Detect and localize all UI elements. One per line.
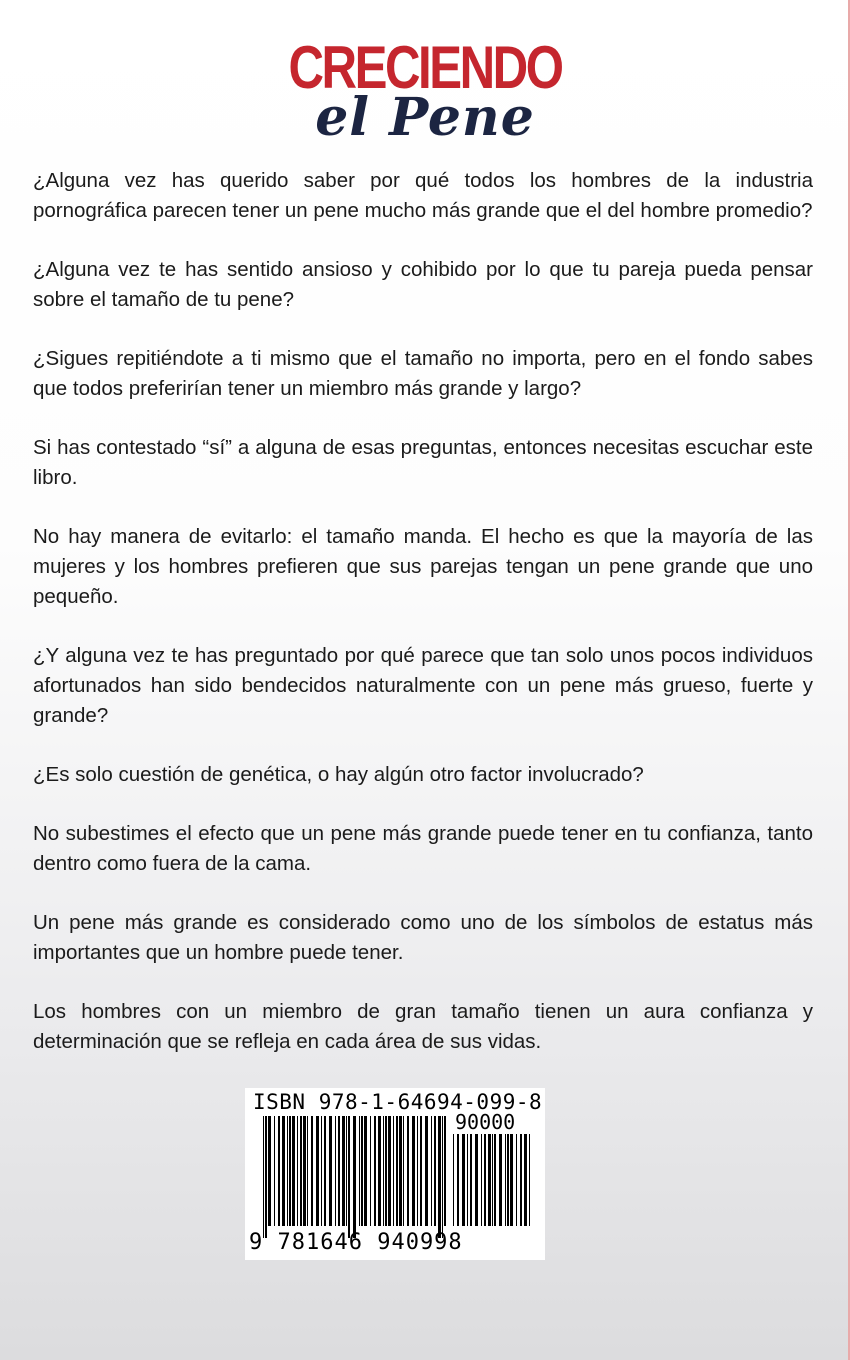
isbn-label: ISBN 978-1-64694-099-8 (253, 1090, 543, 1114)
barcode-bar (383, 1116, 384, 1226)
barcode-bar (484, 1134, 486, 1226)
barcode-bar (516, 1134, 517, 1226)
barcode-bar (403, 1116, 404, 1226)
barcode-bar (529, 1134, 530, 1226)
barcode-bar (303, 1116, 306, 1226)
barcode-bar (520, 1134, 522, 1226)
barcode-bar (434, 1116, 436, 1226)
back-cover-description (33, 166, 813, 1086)
paragraph-8: No subestimes el efecto que un pene más grande puede tener en tu confianza, tanto dentro como fuera de la cama. (33, 822, 813, 875)
barcode-bar (388, 1116, 391, 1226)
barcode-bar (442, 1116, 443, 1238)
barcode-bar (396, 1116, 398, 1226)
barcode-bar (467, 1134, 468, 1226)
barcode-bar (297, 1116, 298, 1226)
barcode-bar (407, 1116, 409, 1226)
barcode-bar (492, 1134, 493, 1226)
barcode-bar (462, 1134, 465, 1226)
barcode-bar (316, 1116, 319, 1226)
barcode-bar (263, 1116, 264, 1238)
barcode-bar (289, 1116, 291, 1226)
barcode-bar (287, 1116, 288, 1226)
barcode-bar (307, 1116, 308, 1226)
ean-digits: 9 781646 940998 (249, 1230, 463, 1255)
book-title (0, 34, 850, 148)
barcode-bar (361, 1116, 363, 1226)
barcode-bar (378, 1116, 381, 1226)
barcode-bar (499, 1134, 502, 1226)
barcode-bar (453, 1134, 454, 1226)
paragraph-7: ¿Es solo cuestión de genética, o hay algún otro factor involucrado? (33, 763, 644, 786)
barcode-bar (278, 1116, 280, 1226)
barcode-bar (374, 1116, 376, 1226)
barcode-bar (457, 1134, 459, 1226)
barcode-bar (265, 1116, 267, 1238)
paragraph-5: No hay manera de evitarlo: el tamaño manda. El hecho es que la mayoría de las mujeres y los hombres prefieren que sus parejas tengan un pene grande que uno pequeño. (33, 525, 813, 608)
barcode-bar (311, 1116, 313, 1226)
title-line-1: CRECIENDO (288, 34, 562, 101)
paragraph-1: ¿Alguna vez has querido saber por qué todos los hombres de la industria pornográfica parecen tener un pene mucho más grande que el del hombre promedio? (33, 169, 813, 222)
barcode-bar (321, 1116, 322, 1226)
barcode-bar (353, 1116, 356, 1238)
barcode-bar (425, 1116, 428, 1226)
barcode-bar (475, 1134, 478, 1226)
barcode-bar (324, 1116, 326, 1226)
paragraph-3: ¿Sigues repitiéndote a ti mismo que el tamaño no importa, pero en el fondo sabes que todos preferirían tener un miembro más grande y largo? (33, 347, 813, 400)
barcode-bar (417, 1116, 418, 1226)
barcode-bar (385, 1116, 387, 1226)
barcode-bar (329, 1116, 332, 1226)
barcode-bar (399, 1116, 402, 1226)
barcode-bar (470, 1134, 472, 1226)
barcode-bar (282, 1116, 285, 1226)
barcode-bar (292, 1116, 295, 1226)
barcode-bar (507, 1134, 509, 1226)
isbn-barcode (245, 1088, 545, 1260)
barcode-bar (431, 1116, 432, 1226)
barcode-bar (348, 1116, 350, 1238)
barcode-bar (268, 1116, 271, 1226)
barcode-bar (444, 1116, 446, 1226)
barcode-bar (335, 1116, 336, 1226)
barcode-bar (494, 1134, 496, 1226)
barcode-bar (342, 1116, 345, 1226)
barcode-bar (420, 1116, 422, 1226)
barcode-bar (338, 1116, 340, 1226)
barcode-bar (300, 1116, 302, 1226)
barcode-bar (346, 1116, 347, 1226)
paragraph-6: ¿Y alguna vez te has preguntado por qué parece que tan solo unos pocos individuos afortunados han sido bendecidos naturalmente con un pene más grueso, fuerte y grande? (33, 644, 813, 727)
price-code: 90000 (455, 1110, 516, 1134)
barcode-bar (438, 1116, 441, 1238)
paragraph-2: ¿Alguna vez te has sentido ansioso y cohibido por lo que tu pareja pueda pensar sobre el tamaño de tu pene? (33, 258, 813, 311)
barcode-bar (481, 1134, 482, 1226)
barcode-bar (505, 1134, 506, 1226)
paragraph-4: Si has contestado “sí” a alguna de esas preguntas, entonces necesitas escuchar este libro. (33, 436, 813, 489)
barcode-bar (488, 1134, 491, 1226)
paragraph-10: Los hombres con un miembro de gran tamaño tienen un aura confianza y determinación que se refleja en cada área de sus vidas. (33, 1000, 813, 1053)
barcode-bar (524, 1134, 527, 1226)
barcode-bar (274, 1116, 275, 1226)
barcode-bar (359, 1116, 360, 1226)
ean-barcode-bars (263, 1116, 447, 1238)
barcode-bar (393, 1116, 394, 1226)
barcode-bar (364, 1116, 367, 1226)
addon-barcode-bars (453, 1134, 533, 1238)
paragraph-9: Un pene más grande es considerado como uno de los símbolos de estatus más importantes que un hombre puede tener. (33, 911, 813, 964)
barcode-bar (412, 1116, 415, 1226)
title-line-2: el Pene (315, 87, 535, 148)
barcode-bar (370, 1116, 371, 1226)
barcode-bar (510, 1134, 513, 1226)
